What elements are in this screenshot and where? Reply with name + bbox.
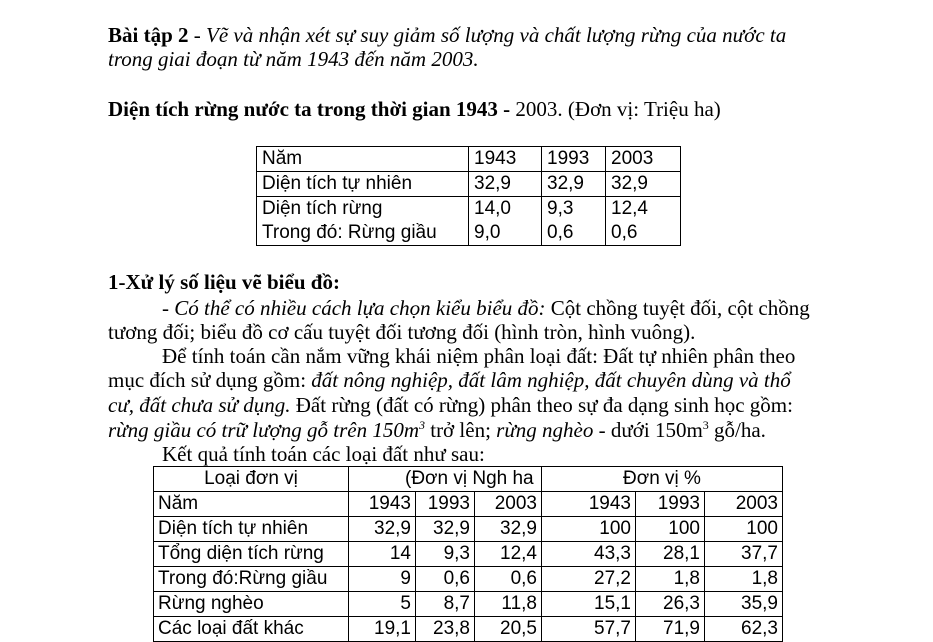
cell-line: 14,0 bbox=[474, 198, 511, 219]
superscript: 3 bbox=[702, 418, 709, 432]
table-cell: 5 bbox=[349, 592, 416, 617]
table-cell: 2003 bbox=[606, 147, 681, 172]
table1-caption-rest: 2003. (Đơn vị: Triệu ha) bbox=[510, 97, 721, 121]
table-row bbox=[154, 517, 783, 542]
paragraph-text: Đất rừng (đất có rừng) phân theo sự đa dạng sinh học gồm: bbox=[290, 393, 793, 417]
table-cell: Diện tích tự nhiên bbox=[257, 172, 469, 197]
table-cell: 43,3 bbox=[542, 542, 636, 567]
table-cell: 32,9 bbox=[469, 172, 542, 197]
paragraph-line: Để tính toán cần nắm vững khái niệm phân loại đất: Đất tự nhiên phân theo bbox=[162, 344, 796, 368]
exercise-label: Bài tập 2 bbox=[108, 23, 189, 47]
table-cell: 26,3 bbox=[636, 592, 705, 617]
table-cell: 1,8 bbox=[636, 567, 705, 592]
table-cell: 11,8 bbox=[475, 592, 542, 617]
table-row bbox=[154, 467, 783, 492]
table-cell: 9 bbox=[349, 567, 416, 592]
section-heading: 1-Xử lý số liệu vẽ biểu đồ: bbox=[108, 270, 340, 294]
table-cell: 23,8 bbox=[416, 617, 475, 642]
table-cell: Năm bbox=[154, 492, 349, 517]
table-cell: 15,1 bbox=[542, 592, 636, 617]
table-cell: 1993 bbox=[542, 147, 606, 172]
exercise-dash: - bbox=[188, 23, 207, 47]
table-row bbox=[154, 617, 783, 642]
table-cell: 32,9 bbox=[606, 172, 681, 197]
table-cell: 32,9 bbox=[542, 172, 606, 197]
table-cell: 0,6 bbox=[475, 567, 542, 592]
paragraph-text: gỗ/ha. bbox=[708, 418, 766, 442]
table-cell: 62,3 bbox=[705, 617, 783, 642]
paragraph-italic: rừng nghèo bbox=[496, 418, 594, 442]
table-cell: Các loại đất khác bbox=[154, 617, 349, 642]
table-cell: 1993 bbox=[636, 492, 705, 517]
table-header-cell: Đơn vị % bbox=[542, 467, 783, 492]
paragraph-line: tương đối; biểu đồ cơ cấu tuyệt đối tương đối (hình tròn, hình vuông). bbox=[108, 320, 696, 344]
table-cell: 12,4 bbox=[475, 542, 542, 567]
cell-line: 9,0 bbox=[474, 222, 501, 243]
table-cell: Diện tích tự nhiên bbox=[154, 517, 349, 542]
table-cell: Trong đó:Rừng giầu bbox=[154, 567, 349, 592]
paragraph-line bbox=[108, 368, 791, 392]
table-cell: 19,1 bbox=[349, 617, 416, 642]
table-cell: Rừng nghèo bbox=[154, 592, 349, 617]
table-row bbox=[154, 592, 783, 617]
cell-line: Diện tích rừng bbox=[262, 198, 383, 219]
paragraph-line bbox=[108, 418, 766, 442]
paragraph-italic: rừng giầu có trữ lượng gỗ trên 150m bbox=[108, 418, 419, 442]
table-cell: 1993 bbox=[416, 492, 475, 517]
table-cell: 100 bbox=[542, 517, 636, 542]
table-header-cell: Loại đơn vị bbox=[154, 467, 349, 492]
table-cell: 32,9 bbox=[349, 517, 416, 542]
forest-area-table bbox=[256, 146, 681, 246]
paragraph-text: Cột chồng tuyệt đối, cột chồng bbox=[545, 296, 810, 320]
table-row bbox=[154, 542, 783, 567]
table-cell: 32,9 bbox=[475, 517, 542, 542]
table-row bbox=[257, 172, 681, 197]
table-cell: 35,9 bbox=[705, 592, 783, 617]
superscript: 3 bbox=[418, 418, 425, 432]
paragraph-italic: - Có thể có nhiều cách lựa chọn kiểu biểu đồ: bbox=[162, 296, 546, 320]
table-header-cell: (Đơn vị Ngh ha bbox=[349, 467, 542, 492]
table-cell: 28,1 bbox=[636, 542, 705, 567]
exercise-title-text: Vẽ và nhận xét sự suy giảm số lượng và chất lượng rừng của nước ta bbox=[206, 23, 787, 47]
paragraph-italic: cư, đất chưa sử dụng. bbox=[108, 393, 291, 417]
table-cell: 20,5 bbox=[475, 617, 542, 642]
table1-caption bbox=[108, 97, 721, 121]
cell-line: Trong đó: Rừng giầu bbox=[262, 222, 437, 243]
table-cell: 14 bbox=[349, 542, 416, 567]
table-cell: Năm bbox=[257, 147, 469, 172]
land-type-table bbox=[153, 466, 783, 642]
table-row bbox=[154, 492, 783, 517]
table-cell bbox=[606, 197, 681, 246]
table-cell: 1943 bbox=[469, 147, 542, 172]
table-cell: 1943 bbox=[349, 492, 416, 517]
cell-line: 0,6 bbox=[611, 222, 638, 243]
table-cell: 100 bbox=[705, 517, 783, 542]
table-cell: 0,6 bbox=[416, 567, 475, 592]
paragraph-line: Kết quả tính toán các loại đất như sau: bbox=[162, 442, 485, 466]
paragraph-italic: đất nông nghiệp, đất lâm nghiệp, đất chuyên dùng và thổ bbox=[311, 368, 791, 392]
table-cell: 8,7 bbox=[416, 592, 475, 617]
table-row bbox=[257, 197, 681, 246]
table-cell bbox=[469, 197, 542, 246]
cell-line: 0,6 bbox=[547, 222, 574, 243]
table-cell: 37,7 bbox=[705, 542, 783, 567]
table-cell: 2003 bbox=[705, 492, 783, 517]
paragraph-text: trở lên; bbox=[424, 418, 497, 442]
table-row bbox=[257, 147, 681, 172]
table-cell: 1,8 bbox=[705, 567, 783, 592]
paragraph-line bbox=[108, 393, 793, 417]
exercise-title-line-2: trong giai đoạn từ năm 1943 đến năm 2003. bbox=[108, 47, 479, 71]
cell-line: 9,3 bbox=[547, 198, 574, 219]
paragraph-text: mục đích sử dụng gồm: bbox=[108, 368, 312, 392]
table-cell: 1943 bbox=[542, 492, 636, 517]
table1-caption-bold: Diện tích rừng nước ta trong thời gian 1943 - bbox=[108, 97, 511, 121]
cell-line: 12,4 bbox=[611, 198, 648, 219]
paragraph-text: - dưới 150m bbox=[593, 418, 703, 442]
paragraph-line bbox=[162, 296, 810, 320]
table-cell: 71,9 bbox=[636, 617, 705, 642]
exercise-title-line-1 bbox=[108, 23, 786, 47]
table-cell: 57,7 bbox=[542, 617, 636, 642]
table-cell: 2003 bbox=[475, 492, 542, 517]
table-row bbox=[154, 567, 783, 592]
table-cell: 27,2 bbox=[542, 567, 636, 592]
table-cell: 9,3 bbox=[416, 542, 475, 567]
table-cell: Tổng diện tích rừng bbox=[154, 542, 349, 567]
table-cell bbox=[257, 197, 469, 246]
table-cell: 100 bbox=[636, 517, 705, 542]
table-cell: 32,9 bbox=[416, 517, 475, 542]
table-cell bbox=[542, 197, 606, 246]
